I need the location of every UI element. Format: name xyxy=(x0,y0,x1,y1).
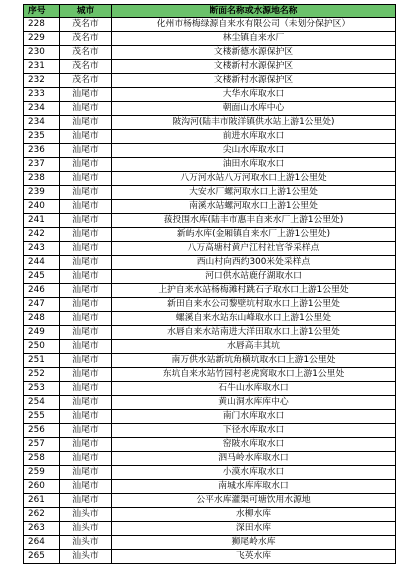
table-row xyxy=(24,130,396,144)
serial-number-cell: 234 xyxy=(24,116,60,130)
site-name-cell: 文楼新德水源保护区 xyxy=(112,46,396,60)
table-body xyxy=(24,18,396,564)
header-row xyxy=(24,5,396,18)
city-cell: 汕头市 xyxy=(60,522,112,536)
serial-number-cell: 236 xyxy=(24,144,60,158)
table-row xyxy=(24,88,396,102)
site-name-cell: 公平水库灌渠可塘饮用水源地 xyxy=(112,494,396,508)
site-name-cell: 南万供水站新坑角横坑取水口上游1公里处 xyxy=(112,354,396,368)
site-name-cell: 新屿水库(金厢镇自来水厂上游1公里处) xyxy=(112,228,396,242)
city-cell: 汕尾市 xyxy=(60,396,112,410)
serial-number-cell: 246 xyxy=(24,284,60,298)
serial-number-cell: 244 xyxy=(24,256,60,270)
table-row xyxy=(24,172,396,186)
city-cell: 汕尾市 xyxy=(60,298,112,312)
table-row xyxy=(24,354,396,368)
city-cell: 汕尾市 xyxy=(60,340,112,354)
table-row xyxy=(24,340,396,354)
serial-number-cell: 235 xyxy=(24,130,60,144)
city-cell: 汕头市 xyxy=(60,536,112,550)
city-cell: 汕尾市 xyxy=(60,480,112,494)
serial-number-cell: 238 xyxy=(24,172,60,186)
table-row xyxy=(24,284,396,298)
site-name-cell: 尖山水库取水口 xyxy=(112,144,396,158)
serial-number-cell: 252 xyxy=(24,368,60,382)
serial-number-cell: 250 xyxy=(24,340,60,354)
site-name-cell: 文楼新村水源保护区 xyxy=(112,74,396,88)
table-row xyxy=(24,410,396,424)
table-row xyxy=(24,312,396,326)
city-cell: 汕尾市 xyxy=(60,438,112,452)
city-cell: 汕尾市 xyxy=(60,284,112,298)
city-cell: 汕尾市 xyxy=(60,312,112,326)
serial-number-cell: 263 xyxy=(24,522,60,536)
table-row xyxy=(24,382,396,396)
header-city: 城市 xyxy=(60,5,112,18)
table-row xyxy=(24,186,396,200)
serial-number-cell: 251 xyxy=(24,354,60,368)
serial-number-cell: 247 xyxy=(24,298,60,312)
serial-number-cell: 260 xyxy=(24,480,60,494)
table-row xyxy=(24,452,396,466)
site-name-cell: 西山村向西约300米处采样点 xyxy=(112,256,396,270)
city-cell: 汕尾市 xyxy=(60,88,112,102)
table-row xyxy=(24,102,396,116)
site-name-cell: 油田水库取水口 xyxy=(112,158,396,172)
city-cell: 汕尾市 xyxy=(60,242,112,256)
serial-number-cell: 239 xyxy=(24,186,60,200)
serial-number-cell: 241 xyxy=(24,214,60,228)
city-cell: 茂名市 xyxy=(60,46,112,60)
serial-number-cell: 233 xyxy=(24,88,60,102)
serial-number-cell: 265 xyxy=(24,550,60,564)
serial-number-cell: 248 xyxy=(24,312,60,326)
table-row xyxy=(24,270,396,284)
site-name-cell: 八万河水站八万河取水口上游1公里处 xyxy=(112,172,396,186)
city-cell: 汕尾市 xyxy=(60,368,112,382)
site-name-cell: 水柳水库 xyxy=(112,508,396,522)
site-name-cell: 水唇高丰其坑 xyxy=(112,340,396,354)
water-source-table xyxy=(23,4,396,564)
site-name-cell: 飞英水库 xyxy=(112,550,396,564)
table-row xyxy=(24,396,396,410)
table-row xyxy=(24,438,396,452)
table-row xyxy=(24,158,396,172)
city-cell: 汕尾市 xyxy=(60,130,112,144)
serial-number-cell: 231 xyxy=(24,60,60,74)
table-row xyxy=(24,200,396,214)
serial-number-cell: 261 xyxy=(24,494,60,508)
city-cell: 汕尾市 xyxy=(60,102,112,116)
city-cell: 汕尾市 xyxy=(60,354,112,368)
city-cell: 茂名市 xyxy=(60,60,112,74)
site-name-cell: 泗马岭水库取水口 xyxy=(112,452,396,466)
table-row xyxy=(24,508,396,522)
city-cell: 茂名市 xyxy=(60,18,112,32)
city-cell: 汕尾市 xyxy=(60,452,112,466)
serial-number-cell: 258 xyxy=(24,452,60,466)
city-cell: 汕头市 xyxy=(60,550,112,564)
site-name-cell: 菝投围水库(陆丰市惠丰自来水厂上游1公里处) xyxy=(112,214,396,228)
header-serial-number: 序号 xyxy=(24,5,60,18)
table-row xyxy=(24,32,396,46)
serial-number-cell: 237 xyxy=(24,158,60,172)
site-name-cell: 大安水厂螺河取水口上游1公里处 xyxy=(112,186,396,200)
serial-number-cell: 254 xyxy=(24,396,60,410)
site-name-cell: 前进水库取水口 xyxy=(112,130,396,144)
site-name-cell: 小漠水库取水口 xyxy=(112,466,396,480)
city-cell: 汕尾市 xyxy=(60,200,112,214)
table-row xyxy=(24,18,396,32)
city-cell: 汕头市 xyxy=(60,508,112,522)
serial-number-cell: 234 xyxy=(24,102,60,116)
site-name-cell: 朝面山水库中心 xyxy=(112,102,396,116)
serial-number-cell: 253 xyxy=(24,382,60,396)
city-cell: 汕尾市 xyxy=(60,144,112,158)
site-name-cell: 林尘镇自来水厂 xyxy=(112,32,396,46)
table-row xyxy=(24,144,396,158)
site-name-cell: 南门水库取水口 xyxy=(112,410,396,424)
table-row xyxy=(24,298,396,312)
site-name-cell: 狮尾岭水库 xyxy=(112,536,396,550)
city-cell: 汕尾市 xyxy=(60,270,112,284)
table-row xyxy=(24,116,396,130)
table-row xyxy=(24,46,396,60)
site-name-cell: 八万高塘村黄户江村社官爷采样点 xyxy=(112,242,396,256)
table-row xyxy=(24,466,396,480)
city-cell: 汕尾市 xyxy=(60,494,112,508)
serial-number-cell: 243 xyxy=(24,242,60,256)
city-cell: 汕尾市 xyxy=(60,424,112,438)
serial-number-cell: 229 xyxy=(24,32,60,46)
city-cell: 茂名市 xyxy=(60,32,112,46)
site-name-cell: 黄山洞水库库中心 xyxy=(112,396,396,410)
city-cell: 茂名市 xyxy=(60,74,112,88)
site-name-cell: 下径水库取水口 xyxy=(112,424,396,438)
table-row xyxy=(24,214,396,228)
table-row xyxy=(24,228,396,242)
city-cell: 汕尾市 xyxy=(60,410,112,424)
serial-number-cell: 230 xyxy=(24,46,60,60)
serial-number-cell: 256 xyxy=(24,424,60,438)
city-cell: 汕尾市 xyxy=(60,214,112,228)
table-row xyxy=(24,242,396,256)
serial-number-cell: 228 xyxy=(24,18,60,32)
site-name-cell: 窑陂水库取水口 xyxy=(112,438,396,452)
city-cell: 汕尾市 xyxy=(60,466,112,480)
table-row xyxy=(24,326,396,340)
serial-number-cell: 255 xyxy=(24,410,60,424)
city-cell: 汕尾市 xyxy=(60,326,112,340)
site-name-cell: 南城水库库取水口 xyxy=(112,480,396,494)
table-row xyxy=(24,536,396,550)
city-cell: 汕尾市 xyxy=(60,158,112,172)
city-cell: 汕尾市 xyxy=(60,172,112,186)
serial-number-cell: 245 xyxy=(24,270,60,284)
site-name-cell: 文楼新村水源保护区 xyxy=(112,60,396,74)
site-name-cell: 新田自来水公司黎壁坑村取水口上游1公里处 xyxy=(112,298,396,312)
serial-number-cell: 257 xyxy=(24,438,60,452)
table-row xyxy=(24,256,396,270)
table-row xyxy=(24,424,396,438)
site-name-cell: 化州市杨梅绿源自来水有限公司（未划分保护区） xyxy=(112,18,396,32)
city-cell: 汕尾市 xyxy=(60,256,112,270)
table-row xyxy=(24,494,396,508)
site-name-cell: 东坑自来水站竹园村老虎窝取水口上游1公里处 xyxy=(112,368,396,382)
site-name-cell: 上护自来水站杨梅滩村跳石子取水口上游1公里处 xyxy=(112,284,396,298)
table-row xyxy=(24,74,396,88)
serial-number-cell: 240 xyxy=(24,200,60,214)
table-row xyxy=(24,480,396,494)
serial-number-cell: 262 xyxy=(24,508,60,522)
site-name-cell: 石牛山水库取水口 xyxy=(112,382,396,396)
site-name-cell: 深田水库 xyxy=(112,522,396,536)
table-row xyxy=(24,368,396,382)
serial-number-cell: 232 xyxy=(24,74,60,88)
water-source-table-sheet xyxy=(23,4,395,564)
serial-number-cell: 259 xyxy=(24,466,60,480)
table-row xyxy=(24,522,396,536)
city-cell: 汕尾市 xyxy=(60,116,112,130)
site-name-cell: 南溪水站螺河取水口上游1公里处 xyxy=(112,200,396,214)
site-name-cell: 大华水库取水口 xyxy=(112,88,396,102)
site-name-cell: 螺溪自来水站东山峰取水口上游1公里处 xyxy=(112,312,396,326)
site-name-cell: 河口供水站鹿仔湖取水口 xyxy=(112,270,396,284)
table-header xyxy=(24,5,396,18)
serial-number-cell: 249 xyxy=(24,326,60,340)
city-cell: 汕尾市 xyxy=(60,186,112,200)
city-cell: 汕尾市 xyxy=(60,228,112,242)
header-site-name: 断面名称或水源地名称 xyxy=(112,5,396,18)
serial-number-cell: 264 xyxy=(24,536,60,550)
city-cell: 汕尾市 xyxy=(60,382,112,396)
serial-number-cell: 242 xyxy=(24,228,60,242)
site-name-cell: 陂沟河(陆丰市陂洋镇供水站上游1公里处) xyxy=(112,116,396,130)
table-row xyxy=(24,60,396,74)
site-name-cell: 水唇自来水站南进大洋田取水口上游1公里处 xyxy=(112,326,396,340)
